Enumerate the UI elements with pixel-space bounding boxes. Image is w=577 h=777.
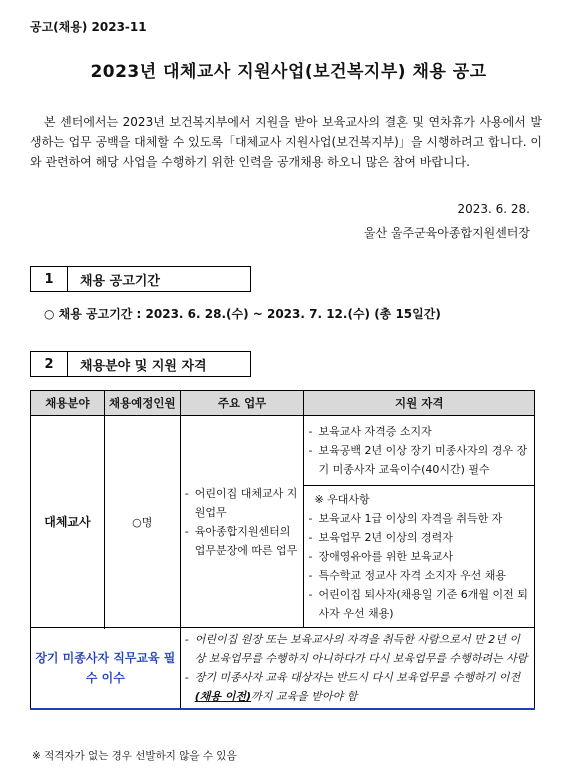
header-duties: 주요 업무 [180,391,304,416]
education-item [183,668,530,706]
count-cell: ○명 [104,416,180,628]
required-item: - 보육교사 자격증 소지자 [306,422,530,441]
field-cell: 대체교사 [31,416,105,628]
preferred-qualifications [304,486,534,627]
section-2-number: 2 [30,351,68,377]
section-2-title: 채용분야 및 지원 자격 [68,351,251,377]
page-title: 2023년 대체교사 지원사업(보건복지부) 채용 공고 [90,62,487,82]
required-item: - 보육공백 2년 이상 장기 미종사자의 경우 장기 미종사자 교육이수(40시간) 필수 [306,441,530,479]
header-count: 채용예정인원 [104,391,180,416]
issuing-organization: 울산 울주군육아종합지원센터장 [363,226,530,240]
section-1-title: 채용 공고기간 [68,266,251,292]
table-header-row [31,391,535,416]
table-row [31,416,535,628]
recruitment-period: ○ 채용 공고기간 : 2023. 6. 28.(수) ~ 2023. 7. 12.(수) (총 15일간) [44,307,441,321]
preferred-item: - 어린이집 퇴사자(채용일 기준 6개월 이전 퇴사자 우선 채용) [306,585,530,623]
education-text-part: 장기 미종사자 교육 대상자는 반드시 다시 보육업무를 수행하기 이전 [194,671,521,684]
header-field: 채용분야 [31,391,105,416]
duty-item: - 육아종합지원센터의 업무분장에 따른 업무 [183,522,300,560]
section-1-number: 1 [30,266,68,292]
preferred-item: - 장애영유아를 위한 보육교사 [306,547,530,566]
education-label: 장기 미종사자 직무교육 필수 이수 [31,628,181,710]
notice-number: 공고(채용) 2023-11 [30,20,147,34]
notice-date: 2023. 6. 28. [457,202,530,216]
preferred-title: ※ 우대사항 [314,493,370,506]
header-qualifications: 지원 자격 [304,391,535,416]
education-emphasis: (채용 이전) [194,690,252,703]
education-row [31,628,535,710]
section-2-header [30,351,251,377]
preferred-item: - 특수학교 정교사 자격 소지자 우선 채용 [306,566,530,585]
qualifications-cell [304,416,535,628]
section-1-header [30,266,251,292]
education-item: - 어린이집 원장 또는 보육교사의 자격을 취득한 사람으로서 만 2년 이상 보육업무를 수행하지 아니하다가 다시 보육업무를 수행하려는 사람 [183,630,530,668]
required-qualifications [304,416,534,486]
recruitment-table [30,390,535,710]
duty-item: - 어린이집 대체교사 지원업무 [183,484,300,522]
education-text [180,628,534,710]
education-text-part: 까지 교육을 받아야 함 [251,690,358,703]
preferred-item: - 보육교사 1급 이상의 자격을 취득한 자 [306,509,530,528]
duties-cell [180,416,304,628]
preferred-item: - 보육업무 2년 이상의 경력자 [306,528,530,547]
intro-paragraph: 본 센터에서는 2023년 보건복지부에서 지원을 받아 보육교사의 결혼 및 연차휴가 사용에서 발생하는 업무 공백을 대체할 수 있도록「대체교사 지원사업(보건복지부)」을 시행하려고 합니다. 이와 관련하여 해당 사업을 수행하기 위한 인력을 공개채용 하오니 많은 참여 바랍니다. [30,115,543,169]
footnote: ※ 적격자가 없는 경우 선발하지 않을 수 있음 [32,750,237,762]
